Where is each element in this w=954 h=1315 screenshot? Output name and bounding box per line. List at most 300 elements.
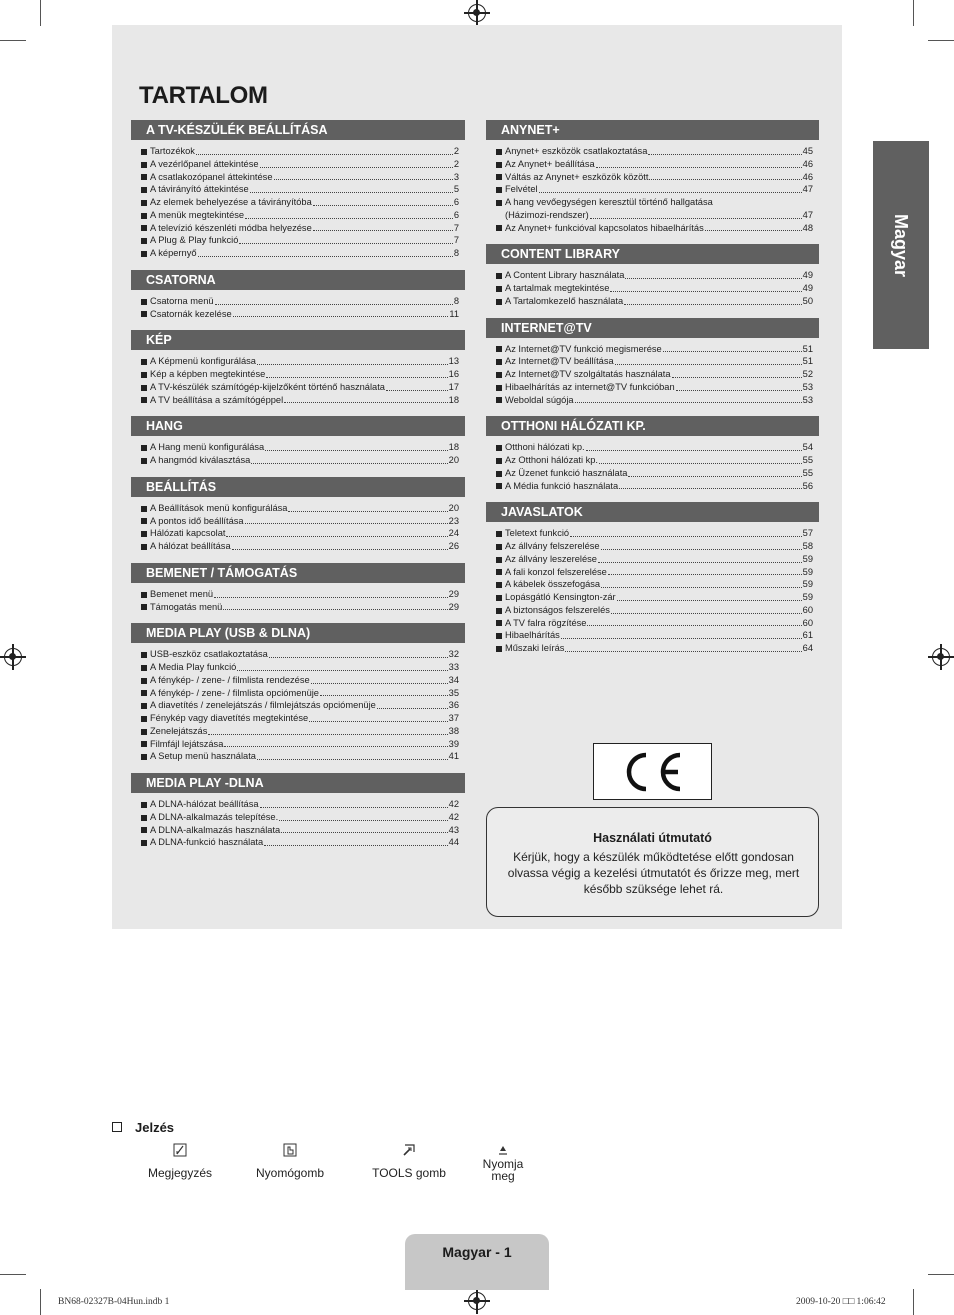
toc-entry[interactable] [141, 648, 459, 661]
toc-entry-title: Hibaelhárítás az internet@TV funkcióban [505, 381, 675, 392]
toc-entry[interactable] [496, 566, 813, 579]
toc-entry[interactable] [141, 836, 459, 849]
toc-entry[interactable] [496, 368, 813, 381]
toc-entry-title: A fénykép- / zene- / filmlista opciómenüje [150, 687, 319, 698]
square-bullet-icon [141, 359, 147, 365]
toc-entry[interactable] [496, 642, 813, 655]
toc-entry-title: Az állvány felszerelése [505, 541, 600, 551]
toc-entry-list [486, 264, 819, 307]
toc-entry-title: A Média funkció használata [505, 480, 619, 491]
toc-entry-page: 18 [448, 442, 459, 453]
toc-entry-page: 7 [453, 222, 459, 233]
dot-leader [196, 154, 453, 155]
toc-entry-title: A csatlakozópanel áttekintése [150, 171, 273, 182]
toc-entry-page: 60 [802, 604, 813, 615]
toc-entry[interactable] [496, 343, 813, 356]
toc-entry[interactable] [496, 617, 813, 630]
square-bullet-icon [141, 225, 147, 231]
toc-entry-page: 52 [802, 369, 813, 379]
toc-entry-title: (Házimozi-rendszer) [505, 209, 589, 220]
dot-leader [260, 167, 453, 168]
toc-entry[interactable] [496, 454, 813, 467]
toc-section-kep [131, 330, 465, 406]
dot-leader [281, 832, 447, 833]
toc-entry-title: Bemenet menü [150, 588, 214, 599]
page-title: TARTALOM [139, 82, 268, 109]
toc-entry[interactable] [141, 712, 459, 725]
toc-entry-title: A hangmód kiválasztása [150, 455, 251, 465]
dot-leader [257, 759, 448, 760]
square-bullet-icon [141, 299, 147, 305]
dot-leader [237, 670, 447, 671]
square-bullet-icon [496, 582, 502, 588]
toc-entry[interactable] [496, 604, 813, 617]
print-datetime-info: 2009-10-20 □□ 1:06:42 [796, 1297, 886, 1307]
toc-entry-page: 57 [802, 528, 813, 539]
toc-entry[interactable] [496, 381, 813, 394]
toc-entry-page: 46 [802, 171, 813, 182]
toc-entry-page: 38 [448, 725, 459, 736]
crop-mark [0, 40, 26, 41]
toc-right-column [486, 120, 819, 655]
toc-entry-page: 2 [453, 158, 459, 169]
toc-entry-title: Csatornák kezelése [150, 308, 232, 319]
toc-entry[interactable] [496, 441, 813, 454]
toc-entry[interactable] [141, 394, 459, 407]
square-bullet-icon [496, 471, 502, 477]
toc-entry-page: 53 [802, 381, 813, 392]
section-heading: CONTENT LIBRARY [486, 244, 819, 264]
toc-entry-page: 53 [802, 394, 813, 405]
square-bullet-icon [141, 827, 147, 833]
dot-leader [663, 351, 802, 352]
toc-entry[interactable] [141, 247, 459, 260]
square-bullet-icon [141, 592, 147, 598]
toc-entry-title: A fali konzol felszerelése [505, 566, 607, 577]
toc-entry-title: A tartalmak megtekintése [505, 283, 610, 293]
toc-entry-title: Fénykép vagy diavetítés megtekintése [150, 713, 309, 723]
toc-entry[interactable] [496, 222, 813, 235]
section-heading: BEÁLLÍTÁS [131, 477, 465, 497]
toc-entry-list [131, 497, 465, 553]
toc-entry[interactable] [141, 540, 459, 553]
square-bullet-icon [496, 620, 502, 626]
toc-entry[interactable] [141, 368, 459, 381]
toc-entry[interactable] [141, 295, 459, 308]
toc-entry-title: A Media Play funkció [150, 662, 237, 672]
toc-entry-page: 29 [448, 601, 459, 612]
toc-section-csatorna [131, 270, 465, 321]
toc-entry-title: Weboldal súgója [505, 394, 574, 405]
toc-entry-page: 33 [448, 662, 459, 672]
toc-entry-title: Az Internet@TV beállítása [505, 356, 614, 367]
toc-entry[interactable] [496, 196, 813, 209]
crop-mark [928, 40, 954, 41]
toc-entry-title: A Plug & Play funkció [150, 235, 239, 246]
toc-entry[interactable] [141, 699, 459, 712]
dot-leader [233, 316, 449, 317]
toc-entry-list [131, 350, 465, 406]
toc-entry-title: Felvétel [505, 184, 538, 195]
toc-entry-page: 43 [448, 824, 459, 835]
toc-entry-page: 51 [802, 343, 813, 354]
toc-entry[interactable] [496, 183, 813, 196]
toc-entry[interactable] [141, 515, 459, 528]
square-bullet-icon [141, 311, 147, 317]
toc-entry[interactable] [141, 234, 459, 247]
toc-entry-title: A hálózat beállítása [150, 541, 231, 551]
toc-entry-title: A DLNA-alkalmazás használata [150, 824, 281, 835]
toc-entry-title: Teletext funkció [505, 528, 570, 539]
square-bullet-icon [141, 385, 147, 391]
print-file-info: BN68-02327B-04Hun.indb 1 [58, 1297, 170, 1307]
dot-leader [226, 536, 447, 537]
square-bullet-icon [496, 397, 502, 403]
square-bullet-icon [496, 174, 502, 180]
dot-leader [561, 638, 802, 639]
section-heading: KÉP [131, 330, 465, 350]
toc-entry-page: 24 [448, 528, 459, 539]
toc-entry-title: A Hang menü konfigurálása [150, 442, 265, 453]
toc-entry-page: 54 [802, 442, 813, 453]
toc-entry[interactable] [496, 591, 813, 604]
toc-entry-title: Hibaelhárítás [505, 630, 560, 641]
toc-entry[interactable] [141, 209, 459, 222]
toc-entry-page: 13 [448, 356, 459, 367]
dot-leader [598, 562, 802, 563]
toc-entry-page: 56 [802, 480, 813, 491]
square-bullet-icon [496, 225, 502, 231]
registration-mark-icon [468, 4, 486, 22]
dot-leader [198, 256, 453, 257]
registration-mark-icon [4, 648, 22, 666]
crop-mark [913, 1289, 914, 1315]
toc-entry-page: 26 [448, 541, 459, 551]
dot-leader [274, 179, 453, 180]
toc-entry-page: 50 [802, 295, 813, 306]
dot-leader [624, 304, 801, 305]
toc-entry-page: 46 [802, 158, 813, 169]
toc-entry[interactable] [496, 527, 813, 540]
toc-left-column [131, 120, 465, 849]
toc-entry-list [486, 522, 819, 655]
dot-leader [251, 463, 447, 464]
toc-entry[interactable] [141, 502, 459, 515]
toc-entry[interactable] [141, 798, 459, 811]
toc-entry[interactable] [496, 282, 813, 295]
toc-entry[interactable] [496, 578, 813, 591]
toc-entry[interactable] [496, 394, 813, 407]
toc-entry-page: 23 [448, 515, 459, 526]
square-bullet-icon [141, 458, 147, 464]
toc-entry-page: 59 [802, 579, 813, 590]
square-bullet-icon [141, 815, 147, 821]
dot-leader [596, 167, 802, 168]
dot-leader [313, 230, 453, 231]
toc-entry[interactable] [141, 601, 459, 614]
toc-section-otthoni-halozati-kp [486, 416, 819, 492]
section-heading: INTERNET@TV [486, 318, 819, 338]
crop-mark [40, 0, 41, 26]
toc-entry-page: 37 [448, 713, 459, 723]
toc-entry-title: A hang vevőegységen keresztül történő hallgatása [505, 197, 713, 207]
dot-leader [266, 377, 447, 378]
toc-entry[interactable] [141, 527, 459, 540]
dot-leader [224, 746, 447, 747]
toc-entry-title: Hálózati kapcsolat [150, 528, 226, 539]
toc-entry[interactable] [496, 295, 813, 308]
legend-symbol-tools [364, 1143, 454, 1179]
toc-entry[interactable] [141, 381, 459, 394]
dot-leader [565, 651, 801, 652]
square-bullet-icon [496, 299, 502, 305]
toc-entry-title: A DLNA-funkció használata [150, 837, 264, 848]
toc-entry[interactable] [496, 540, 813, 553]
toc-entry-page: 39 [448, 738, 459, 749]
toc-entry[interactable] [496, 158, 813, 171]
dot-leader [611, 613, 802, 614]
toc-entry[interactable] [141, 674, 459, 687]
square-bullet-icon [496, 445, 502, 451]
toc-entry[interactable] [496, 480, 813, 493]
square-bullet-icon [141, 665, 147, 671]
toc-entry[interactable] [496, 269, 813, 282]
dot-leader [239, 243, 452, 244]
dot-leader [590, 218, 802, 219]
toc-entry[interactable] [141, 750, 459, 763]
toc-entry-title: Az állvány leszerelése [505, 553, 597, 564]
square-bullet-icon [496, 286, 502, 292]
usage-notice-text: Kérjük, hogy a készülék működtetése előtt gondosan olvassa végig a kezelési útmutatót és őrizze meg, mert később szüksége lehet rá. [507, 850, 800, 896]
dot-leader [260, 807, 448, 808]
dot-leader [245, 218, 453, 219]
toc-entry[interactable] [496, 355, 813, 368]
toc-entry-page: 8 [453, 248, 459, 258]
dot-leader [672, 377, 802, 378]
dot-leader [208, 734, 447, 735]
toc-entry-page: 16 [448, 369, 459, 379]
square-bullet-icon [496, 544, 502, 550]
press-icon [498, 1144, 508, 1156]
square-bullet-icon [496, 569, 502, 575]
toc-entry-page: 17 [448, 381, 459, 392]
toc-entry-list [131, 583, 465, 614]
toc-entry-page: 60 [802, 617, 813, 628]
toc-entry[interactable] [141, 158, 459, 171]
dot-leader [705, 230, 802, 231]
toc-entry-title: A TV beállítása a számítógéppel [150, 394, 284, 405]
dot-leader [617, 600, 802, 601]
toc-entry-title: A televízió készenléti módba helyezése [150, 222, 312, 233]
square-bullet-icon [496, 595, 502, 601]
toc-entry-page: 55 [802, 467, 813, 478]
dot-leader [257, 364, 448, 365]
dot-leader [215, 304, 453, 305]
toc-entry-page: 59 [802, 553, 813, 564]
dot-leader [601, 587, 802, 588]
square-bullet-icon [141, 703, 147, 709]
square-bullet-icon [496, 531, 502, 537]
toc-entry-page: 49 [802, 270, 813, 281]
toc-entry-page: 58 [802, 541, 813, 551]
toc-entry-list [486, 436, 819, 492]
square-bullet-icon [141, 754, 147, 760]
section-heading: ANYNET+ [486, 120, 819, 140]
page-number-tab [405, 1234, 549, 1290]
square-bullet-icon [496, 646, 502, 652]
toc-entry-page: 41 [448, 751, 459, 762]
square-bullet-icon [496, 385, 502, 391]
toc-entry-title: A Content Library használata [505, 270, 625, 281]
toc-entry[interactable] [141, 441, 459, 454]
toc-entry-page: 47 [802, 209, 813, 220]
toc-entry-page: 59 [802, 566, 813, 577]
toc-entry[interactable] [141, 824, 459, 837]
dot-leader [250, 192, 453, 193]
toc-entry[interactable] [496, 467, 813, 480]
toc-section-anynet [486, 120, 819, 234]
square-bullet-icon [141, 604, 147, 610]
dot-leader [599, 463, 802, 464]
toc-entry-page: 5 [453, 184, 459, 195]
toc-entry[interactable] [496, 629, 813, 642]
dot-leader [587, 625, 801, 626]
dot-leader [313, 205, 453, 206]
toc-entry-title: Az elemek behelyezése a távirányítóba [150, 197, 312, 207]
square-bullet-icon [141, 506, 147, 512]
square-bullet-icon [141, 238, 147, 244]
toc-entry[interactable] [496, 209, 813, 222]
toc-entry-list [131, 290, 465, 321]
usage-notice-box [486, 807, 819, 917]
toc-entry-page: 45 [802, 146, 813, 156]
toc-section-media-play-dlna [131, 773, 465, 849]
toc-entry-page: 2 [453, 146, 459, 156]
toc-entry[interactable] [496, 171, 813, 184]
toc-section-a-tv-keszulek-beallitasa [131, 120, 465, 260]
square-bullet-icon [496, 273, 502, 279]
square-bullet-icon [141, 213, 147, 219]
toc-entry-list [131, 793, 465, 849]
toc-entry-title: A képernyő [150, 248, 197, 258]
toc-entry[interactable] [141, 811, 459, 824]
square-bullet-icon [141, 802, 147, 808]
crop-mark [913, 0, 914, 26]
toc-entry-page: 35 [448, 687, 459, 698]
toc-entry-title: Anynet+ eszközök csatlakoztatása [505, 146, 648, 156]
toc-entry-title: A kábelek összefogása [505, 579, 601, 590]
toc-entry-page: 44 [448, 837, 459, 848]
toc-entry-title: A Tartalomkezelő használata [505, 295, 624, 306]
toc-entry-title: USB-eszköz csatlakoztatása [150, 649, 268, 660]
toc-entry[interactable] [141, 588, 459, 601]
toc-entry-page: 36 [448, 700, 459, 711]
toc-entry-title: A DLNA-alkalmazás telepítése. [150, 811, 279, 822]
section-heading: HANG [131, 416, 465, 436]
dot-leader [279, 820, 448, 821]
toc-entry[interactable] [141, 738, 459, 751]
toc-entry[interactable] [141, 687, 459, 700]
toc-entry-title: Kép a képben megtekintése [150, 369, 266, 379]
toc-entry[interactable] [141, 145, 459, 158]
toc-entry[interactable] [141, 725, 459, 738]
toc-entry-title: A fénykép- / zene- / filmlista rendezése [150, 674, 310, 685]
toc-entry-list [486, 140, 819, 234]
toc-entry[interactable] [141, 196, 459, 209]
dot-leader [628, 476, 801, 477]
crop-mark [0, 1274, 26, 1275]
dot-leader [269, 657, 448, 658]
toc-entry-title: Zenelejátszás [150, 725, 208, 736]
toc-entry-title: A menük megtekintése [150, 209, 245, 220]
dot-leader [377, 708, 448, 709]
square-bullet-icon [496, 483, 502, 489]
legend-label-button: Nyomógomb [255, 1166, 325, 1180]
toc-entry-title: A diavetítés / zenelejátszás / filmlejátszás opciómenüje [150, 700, 376, 711]
toc-entry-page: 42 [448, 811, 459, 822]
toc-entry[interactable] [141, 308, 459, 321]
square-bullet-icon [141, 162, 147, 168]
square-bullet-icon [141, 531, 147, 537]
toc-entry-page: 49 [802, 283, 813, 293]
usage-notice-title: Használati útmutató [593, 831, 712, 845]
toc-entry-title: A TV-készülék számítógép-kijelzőként történő használata [150, 381, 385, 392]
square-bullet-icon [141, 251, 147, 257]
toc-entry-page: 59 [802, 592, 813, 602]
language-tab-label: Magyar [891, 213, 912, 277]
legend-label-note: Megjegyzés [147, 1166, 213, 1180]
legend-symbol-press [478, 1144, 528, 1182]
dot-leader [265, 450, 447, 451]
square-bullet-icon [496, 372, 502, 378]
square-bullet-icon [141, 397, 147, 403]
toc-entry[interactable] [141, 171, 459, 184]
toc-entry-list [131, 643, 465, 763]
registration-mark-icon [932, 648, 950, 666]
toc-entry-title: Az Otthoni hálózati kp. [505, 455, 599, 465]
toc-entry-page: 6 [453, 209, 459, 220]
toc-entry-page: 42 [448, 799, 459, 809]
toc-entry-title: Váltás az Anynet+ eszközök között [505, 171, 649, 182]
toc-entry[interactable] [141, 222, 459, 235]
dot-leader [320, 695, 448, 696]
toc-section-internet-tv [486, 318, 819, 407]
toc-entry[interactable] [496, 553, 813, 566]
toc-entry-title: Az Anynet+ beállítása [505, 158, 595, 169]
section-heading: CSATORNA [131, 270, 465, 290]
legend-label-press: Nyomja meg [482, 1157, 524, 1183]
toc-entry[interactable] [141, 183, 459, 196]
toc-entry-page: 48 [802, 222, 813, 233]
toc-entry[interactable] [496, 145, 813, 158]
square-bullet-icon [141, 729, 147, 735]
toc-entry[interactable] [141, 661, 459, 674]
dot-leader [575, 402, 802, 403]
square-bullet-icon [496, 162, 502, 168]
button-icon [283, 1143, 297, 1157]
section-heading: MEDIA PLAY (USB & DLNA) [131, 623, 465, 643]
dot-leader [601, 549, 802, 550]
toc-entry[interactable] [141, 355, 459, 368]
square-bullet-icon [141, 372, 147, 378]
toc-entry-title: Műszaki leírás [505, 643, 565, 653]
square-bullet-icon [141, 445, 147, 451]
dot-leader [264, 845, 447, 846]
toc-entry-page: 29 [448, 588, 459, 599]
dot-leader [570, 536, 802, 537]
toc-entry[interactable] [141, 454, 459, 467]
dot-leader [625, 278, 801, 279]
